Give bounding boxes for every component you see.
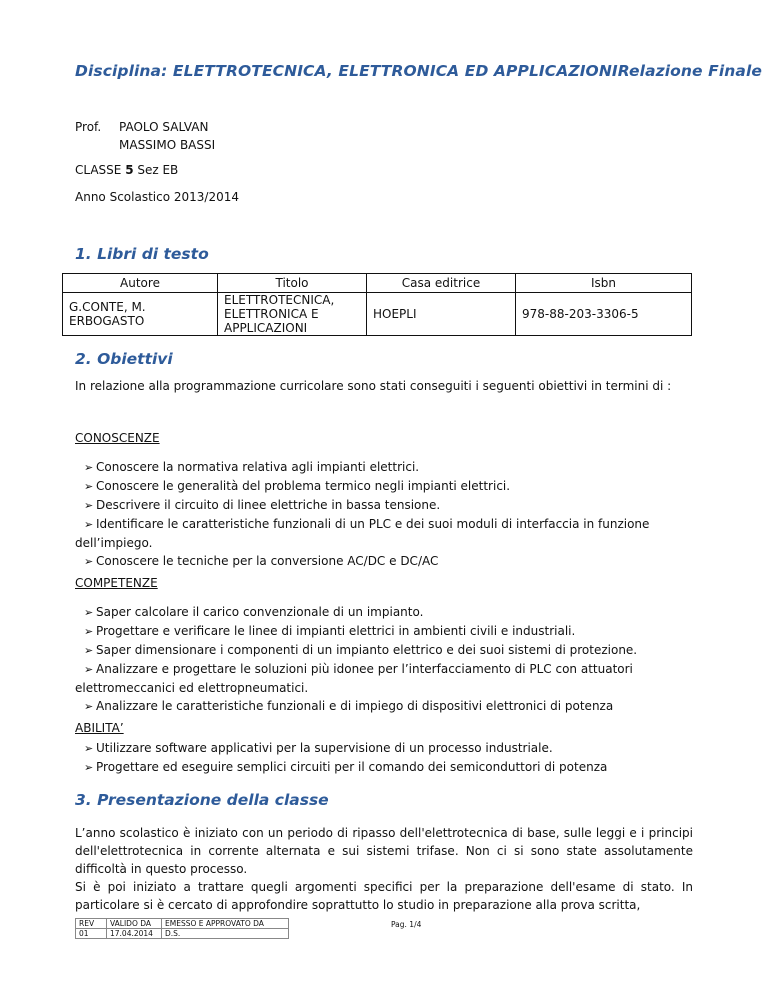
arrow-bullet-icon: ➢: [84, 700, 94, 713]
cell-autore: G.CONTE, M. ERBOGASTO: [63, 293, 218, 336]
list-item: [75, 552, 695, 571]
arrow-bullet-icon: ➢: [84, 625, 94, 638]
list-item: [75, 477, 695, 496]
section-heading-presentazione: 3. Presentazione della classe: [75, 791, 329, 809]
class-prefix: CLASSE: [75, 163, 126, 177]
arrow-bullet-icon: ➢: [84, 742, 94, 755]
column-header: Titolo: [218, 274, 367, 293]
competenze-label: COMPETENZE: [75, 576, 158, 590]
teacher-name: MASSIMO BASSI: [119, 138, 216, 152]
arrow-bullet-icon: ➢: [84, 761, 94, 774]
table-row: [63, 293, 692, 336]
list-item-text: Conoscere le generalità del problema termico negli impianti elettrici.: [96, 479, 511, 493]
class-line: [75, 161, 178, 179]
teacher-name: PAOLO SALVAN: [119, 120, 209, 134]
conoscenze-list: [75, 458, 695, 571]
abilita-list: [75, 739, 695, 777]
presentazione-paragraph-1: L’anno scolastico è iniziato con un periodo di ripasso dell'elettrotecnica di base, sulle leggi e i principi dell'elettrotecnica in corrente alternata e sui sistemi trifase. Non ci si sono state assolutamente difficoltà in questo processo.: [75, 826, 693, 876]
arrow-bullet-icon: ➢: [84, 644, 94, 657]
list-item-text: Descrivere il circuito di linee elettriche in bassa tensione.: [96, 498, 441, 512]
list-item: [75, 739, 695, 758]
list-item: [75, 458, 695, 477]
list-item: [75, 515, 695, 552]
table-header-row: [63, 274, 692, 293]
list-item: [75, 697, 695, 716]
arrow-bullet-icon: ➢: [84, 518, 94, 531]
list-item-text: Analizzare le caratteristiche funzionali e di impiego di dispositivi elettronici di potenza: [96, 699, 614, 713]
arrow-bullet-icon: ➢: [84, 480, 94, 493]
cell-isbn: 978-88-203-3306-5: [516, 293, 692, 336]
column-header: Autore: [63, 274, 218, 293]
list-item-text: Conoscere le tecniche per la conversione AC/DC e DC/AC: [96, 554, 439, 568]
page-number: Pag. 1/4: [391, 920, 422, 929]
section-heading-libri: 1. Libri di testo: [75, 245, 209, 263]
abilita-label: ABILITA’: [75, 721, 124, 735]
class-number: 5: [125, 163, 134, 177]
emesso-value: D.S.: [162, 929, 289, 939]
prof-label: Prof.: [75, 120, 102, 134]
arrow-bullet-icon: ➢: [84, 606, 94, 619]
rev-label: REV: [76, 919, 107, 929]
arrow-bullet-icon: ➢: [84, 499, 94, 512]
valido-label: VALIDO DA: [107, 919, 162, 929]
list-item-text: Utilizzare software applicativi per la supervisione di un processo industriale.: [96, 741, 553, 755]
competenze-list: [75, 603, 695, 716]
list-item-text: Progettare ed eseguire semplici circuiti per il comando dei semiconduttori di potenza: [96, 760, 608, 774]
list-item: [75, 758, 695, 777]
valido-value: 17.04.2014: [107, 929, 162, 939]
list-item-text: Saper dimensionare i componenti di un impianto elettrico e dei suoi sistemi di protezione.: [96, 643, 638, 657]
emesso-label: EMESSO E APPROVATO DA: [162, 919, 289, 929]
list-item: [75, 641, 695, 660]
conoscenze-label: CONOSCENZE: [75, 431, 160, 445]
books-table: [62, 273, 692, 336]
column-header: Isbn: [516, 274, 692, 293]
obiettivi-intro: In relazione alla programmazione curricolare sono stati conseguiti i seguenti obiettivi in termini di :: [75, 379, 672, 393]
footer-revision-table: [75, 918, 289, 939]
list-item: [75, 603, 695, 622]
school-year: Anno Scolastico 2013/2014: [75, 190, 239, 204]
cell-titolo: ELETTROTECNICA, ELETTRONICA E APPLICAZIONI: [218, 293, 367, 336]
list-item-text: Progettare e verificare le linee di impianti elettrici in ambienti civili e industriali.: [96, 624, 576, 638]
list-item: [75, 496, 695, 515]
document-footer: [75, 918, 289, 939]
cell-editore: HOEPLI: [367, 293, 516, 336]
list-item: [75, 622, 695, 641]
arrow-bullet-icon: ➢: [84, 555, 94, 568]
document-title: Disciplina: ELETTROTECNICA, ELETTRONICA ED APPLICAZIONIRelazione Finale: [75, 62, 762, 80]
list-item: [75, 660, 695, 697]
section-heading-obiettivi: 2. Obiettivi: [75, 350, 173, 368]
presentazione-paragraph-2: Si è poi iniziato a trattare quegli argomenti specifici per la preparazione dell'esame di stato. In particolare si è cercato di approfondire soprattutto lo studio in preparazione alla prova scritta,: [75, 880, 693, 912]
list-item-text: Saper calcolare il carico convenzionale di un impianto.: [96, 605, 424, 619]
list-item-text: Analizzare e progettare le soluzioni più idonee per l’interfacciamento di PLC con attuatori elettromeccanici ed elettropneumatici.: [75, 662, 633, 695]
column-header: Casa editrice: [367, 274, 516, 293]
class-suffix: Sez EB: [133, 163, 179, 177]
arrow-bullet-icon: ➢: [84, 663, 94, 676]
list-item-text: Conoscere la normativa relativa agli impianti elettrici.: [96, 460, 420, 474]
rev-value: 01: [76, 929, 107, 939]
list-item-text: Identificare le caratteristiche funzionali di un PLC e dei suoi moduli di interfaccia in funzione dell’impiego.: [75, 517, 650, 550]
arrow-bullet-icon: ➢: [84, 461, 94, 474]
